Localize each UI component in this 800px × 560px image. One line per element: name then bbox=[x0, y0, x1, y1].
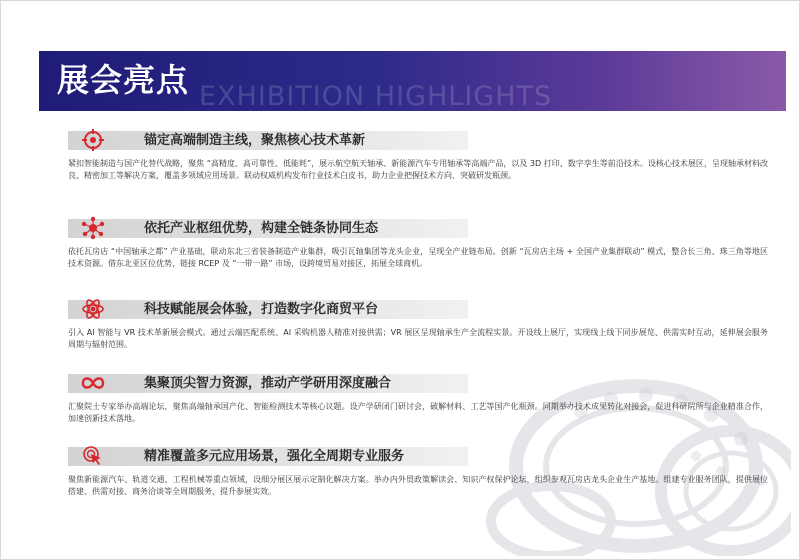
section-body: 紧扣智能制造与国产化替代战略，聚焦 “高精度、高可靠性、低能耗”，展示航空航天轴承、新能源汽车专用轴承等高端产品，以及 3D 打印、数字孪生等前沿技术。设核心技术展区，呈现轴承材料改良、精密加工等解决方案，覆盖多领域应用场景。联动权威机构发布行业技术白皮书，助力企业把握技术方向、突破研发瓶颈。 bbox=[68, 159, 768, 180]
highlight-section-3 bbox=[68, 296, 768, 349]
section-body: 汇聚院士专家举办高端论坛，聚焦高端轴承国产化、智能检测技术等核心议题。设产学研闭门研讨会，破解材料、工艺等国产化瓶颈。同期举办技术成果转化对接会，促进科研院所与企业精准合作，加速创新技术落地。 bbox=[68, 402, 768, 423]
highlight-section-2 bbox=[68, 215, 768, 268]
section-title: 锚定高端制造主线，聚焦核心技术革新 bbox=[144, 133, 366, 148]
section-body: 聚焦新能源汽车、轨道交通、工程机械等重点领域，设细分展区展示定制化解决方案。举办内外贸政策解读会、知识产权保护论坛，组织参观瓦房店龙头企业生产基地。组建专业服务团队，提供展位搭建、供需对接、商务洽谈等全周期服务，提升参展实效。 bbox=[68, 475, 768, 496]
section-title: 科技赋能展会体验，打造数字化商贸平台 bbox=[144, 302, 379, 317]
highlight-section-1 bbox=[68, 127, 768, 180]
section-body: 引入 AI 智能与 VR 技术革新展会模式。通过云端匹配系统、AI 采购机器人精准对接供需；VR 展区呈现轴承生产全流程实景。开设线上展厅，实现线上线下同步展览、供需实时互动，延伸展会服务周期与辐射范围。 bbox=[68, 328, 768, 349]
atom-icon bbox=[80, 296, 106, 322]
highlight-section-5 bbox=[68, 443, 768, 496]
header-subtitle: EXHIBITION HIGHLIGHTS bbox=[199, 81, 553, 111]
section-title: 依托产业枢纽优势，构建全链条协同生态 bbox=[144, 221, 379, 236]
section-body: 依托瓦房店 “中国轴承之都” 产业基础，联动东北三省装备制造产业集群，吸引瓦轴集团等龙头企业，呈现全产业链布局。创新 “瓦房店主场 + 全国产业集群联动” 模式，整合长三角、珠三角等地区技术资源。借东北亚区位优势，链接 RCEP 及 “一带一路” 市场，设跨境贸易对接区，拓展全球商机。 bbox=[68, 247, 768, 268]
header-banner bbox=[39, 51, 786, 111]
network-icon bbox=[80, 215, 106, 241]
pointer-icon bbox=[80, 443, 106, 469]
target-icon bbox=[80, 127, 106, 153]
highlight-section-4 bbox=[68, 370, 768, 423]
section-title: 精准覆盖多元应用场景，强化全周期专业服务 bbox=[144, 449, 405, 464]
section-title: 集聚顶尖智力资源，推动产学研用深度融合 bbox=[144, 376, 392, 391]
infinity-icon bbox=[80, 370, 106, 396]
page-title: 展会亮点 bbox=[57, 61, 190, 99]
